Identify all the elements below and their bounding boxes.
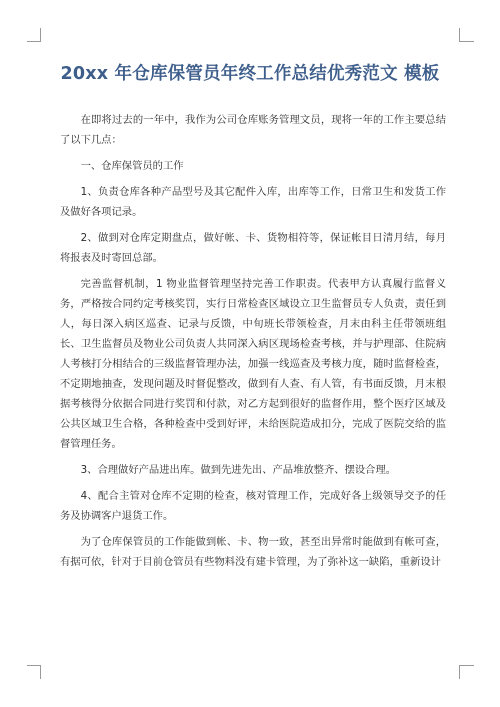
crop-mark-top-left-vertical (40, 28, 41, 42)
crop-mark-bottom-right-horizontal (460, 665, 474, 666)
paragraph-intro: 在即将过去的一年中，我作为公司仓库账务管理文员，现将一年的工作主要总结了以下几点： (60, 114, 446, 146)
document-title: 20xx 年仓库保管员年终工作总结优秀范文 模板 (60, 64, 440, 84)
crop-mark-top-right-vertical (459, 28, 460, 42)
paragraph-supervision: 完善监督机制，1 物业监督管理坚持完善工作职责。代表甲方认真履行监督义务，严格按合同约定考核奖罚，实行日常检查区域设立卫生监督员专人负责，责任到人，每日深入病区巡查、记录与反馈，中旬班长带领检查，月末由科主任带领班组长、卫生监督员及物业公司负责人共同深入病区现场检查考核，并与护理部、住院病人考核打分相结合的三级监督管理办法，加强一线巡查及考核力度，随时监督检查，不定期地抽查，发现问题及时督促整改，做到有人查、有人管，有书面反馈，月末根据考核得分依据合同进行奖罚和付款，对乙方起到很好的监督作用，整个医疗区域及公共区域卫生合格，各种检查中受到好评，未给医院造成扣分，完成了医院交给的监督管理任务。 (60, 278, 446, 450)
paragraph-item-1: 1、负责仓库各种产品型号及其它配件入库，出库等工作，日常卫生和发货工作及做好各项记录。 (60, 186, 446, 218)
document-body (60, 110, 446, 578)
paragraph-closing: 为了仓库保管员的工作能做到帐、卡、物一致，甚至出异常时能做到有帐可查，有据可依，针对于目前仓管员有些物料没有建卡管理，为了弥补这一缺陷，重新设计 (60, 536, 446, 568)
paragraph-item-4: 4、配合主管对仓库不定期的检查，核对管理工作，完成好各上级领导交予的任务及协调客户退货工作。 (60, 490, 446, 522)
crop-mark-top-left-horizontal (27, 41, 41, 42)
paragraph-item-3: 3、合理做好产品进出库。做到先进先出、产品堆放整齐、摆设合理。 (80, 464, 397, 476)
crop-mark-bottom-left-vertical (40, 665, 41, 679)
paragraph-item-2: 2、做到对仓库定期盘点，做好帐、卡、货物相符等，保证帐目日清月结，每月将报表及时寄回总部。 (60, 232, 446, 264)
crop-mark-bottom-left-horizontal (27, 665, 41, 666)
section-heading: 一、仓库保管员的工作 (80, 160, 184, 172)
crop-mark-top-right-horizontal (460, 41, 474, 42)
crop-mark-bottom-right-vertical (459, 665, 460, 679)
